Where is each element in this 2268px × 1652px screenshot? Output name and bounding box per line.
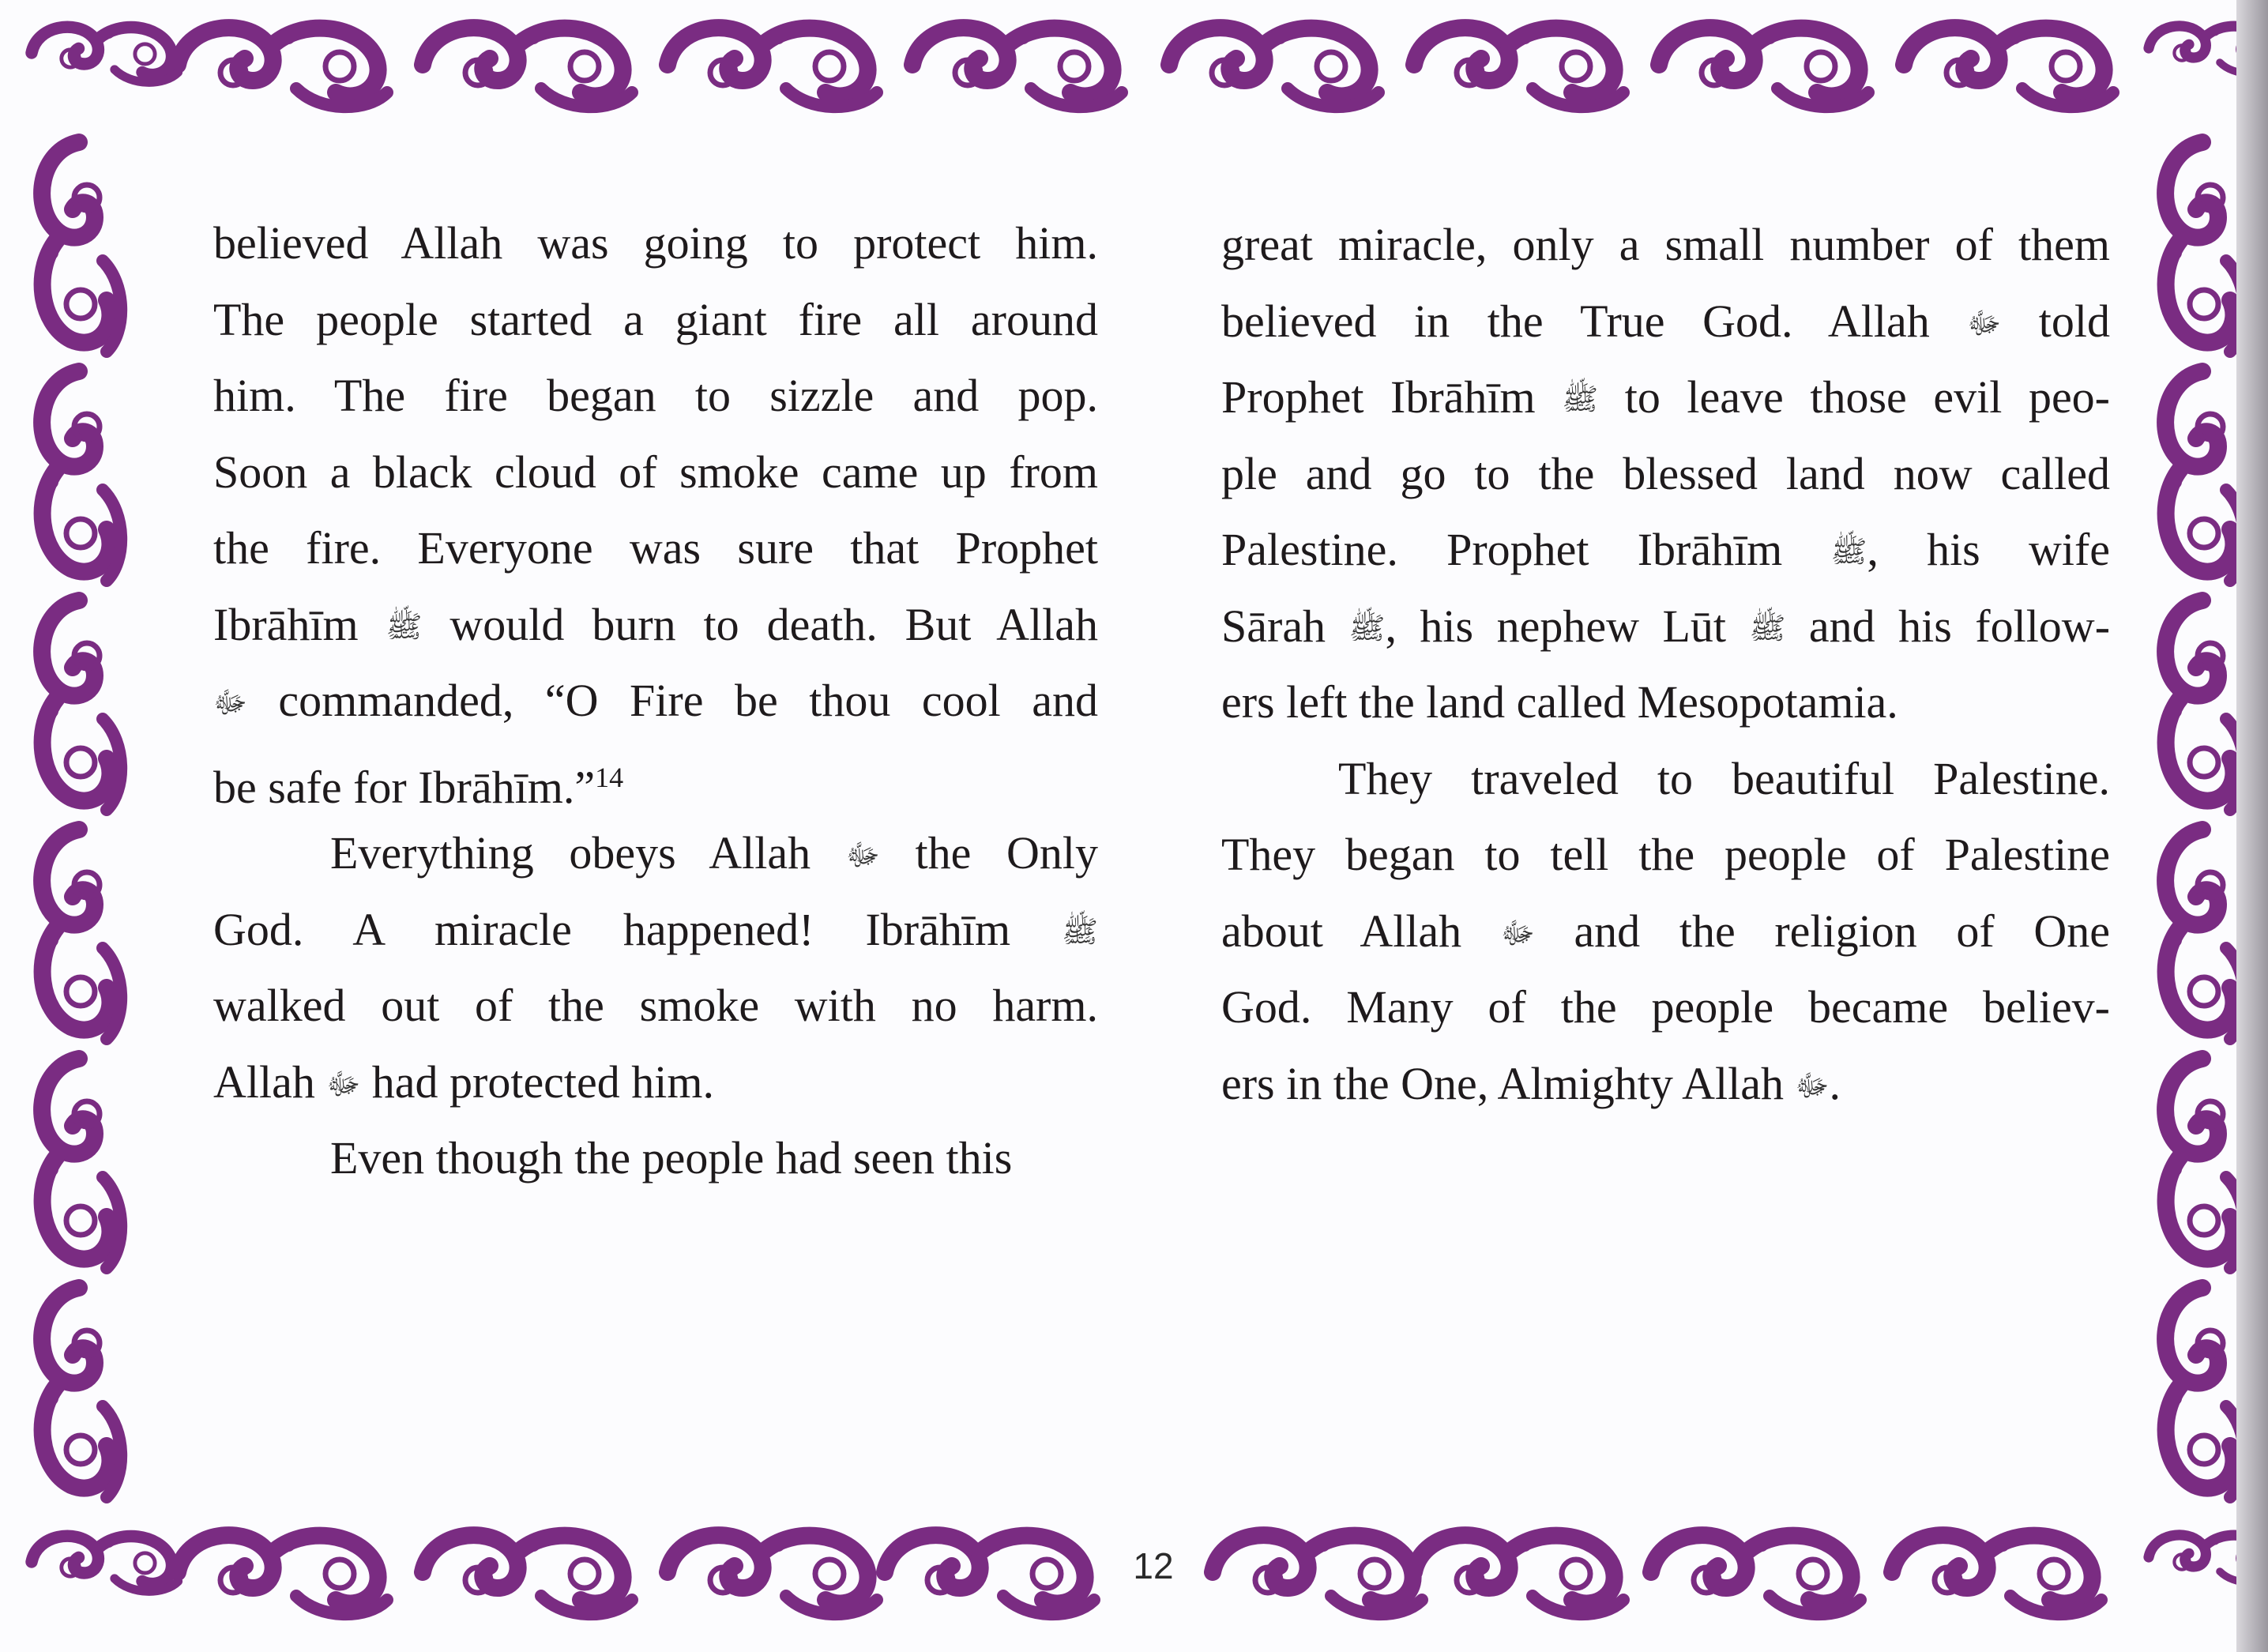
page-number: 12 <box>1133 1545 1174 1586</box>
text-line <box>1221 1046 2110 1123</box>
right-text-column <box>1221 207 2110 1122</box>
text-segment: and the religion of One <box>1574 905 2111 957</box>
left-text-column <box>213 205 1098 1197</box>
text-line: ers left the land called Mesopotamia. <box>1221 676 1898 728</box>
text-segment: , his wife <box>1867 524 2110 575</box>
text-line: Even though the people had seen this <box>330 1132 1013 1183</box>
text-line <box>1221 512 2110 589</box>
text-line <box>213 892 1098 969</box>
honorific-as-icon: ﷺ <box>1749 610 1786 645</box>
text-line <box>213 587 1098 664</box>
honorific-swt-icon: ﷻ <box>1795 1067 1830 1103</box>
honorific-swt-icon: ﷻ <box>845 837 880 872</box>
text-segment: the Only <box>915 827 1099 879</box>
text-line: believed Allah was going to protect him. <box>213 217 1098 269</box>
text-segment: had protected him. <box>371 1056 715 1108</box>
text-line <box>1221 359 2110 436</box>
honorific-swt-icon: ﷻ <box>1500 915 1535 950</box>
text-segment: about Allah <box>1221 905 1462 957</box>
text-line: The people started a giant fire all around <box>213 293 1098 345</box>
honorific-as-icon: ﷺ <box>1562 382 1599 416</box>
text-segment: Everything obeys Allah <box>330 827 811 879</box>
text-segment: and his follow- <box>1808 600 2111 652</box>
honorific-swt-icon: ﷻ <box>1967 305 2002 341</box>
honorific-as-icon: ﷺ <box>1348 610 1386 645</box>
text-segment: Sārah <box>1221 600 1326 652</box>
footnote-marker: 14 <box>595 761 624 793</box>
text-segment: Ibrāhīm <box>213 598 359 650</box>
text-segment: believed in the True God. Allah <box>1221 295 1930 347</box>
text-segment: commanded, “O Fire be thou cool and <box>278 675 1098 726</box>
text-line <box>1221 589 2110 665</box>
honorific-swt-icon: ﷻ <box>326 1066 361 1101</box>
honorific-swt-icon: ﷻ <box>213 685 247 720</box>
text-segment: told <box>2038 295 2111 347</box>
honorific-as-icon: ﷺ <box>386 608 423 644</box>
text-line: They began to tell the people of Palestine <box>1221 829 2110 880</box>
text-segment: Prophet Ibrāhīm <box>1221 371 1536 423</box>
text-segment: Allah <box>213 1056 315 1108</box>
text-line <box>213 739 1098 816</box>
text-line <box>213 815 1098 892</box>
text-line: great miracle, only a small number of them <box>1221 219 2110 270</box>
text-line <box>1221 894 2110 970</box>
text-line <box>213 1044 1098 1121</box>
text-segment: be safe for Ibrāhīm.” <box>213 761 596 813</box>
text-line <box>1221 284 2110 360</box>
text-line <box>213 663 1098 739</box>
text-line: him. The fire began to sizzle and pop. <box>213 370 1098 421</box>
page-binding-edge <box>2236 0 2268 1652</box>
text-segment: Palestine. Prophet Ibrāhīm <box>1221 524 1783 575</box>
text-line: God. Many of the people became believ- <box>1221 981 2110 1033</box>
text-segment: , his nephew Lūt <box>1385 600 1726 652</box>
text-segment: God. A miracle happened! Ibrāhīm <box>213 903 1011 955</box>
text-segment: to leave those evil peo- <box>1624 371 2111 423</box>
text-segment: . <box>1829 1057 1841 1109</box>
text-segment: would burn to death. But Allah <box>449 598 1099 650</box>
text-line: ple and go to the blessed land now called <box>1221 447 2110 499</box>
honorific-as-icon: ﷺ <box>1830 534 1867 569</box>
text-segment: ers in the One, Almighty Allah <box>1221 1057 1785 1109</box>
text-line: Soon a black cloud of smoke came up from <box>213 446 1098 498</box>
text-line: walked out of the smoke with no harm. <box>213 980 1098 1031</box>
text-line: They traveled to beautiful Palestine. <box>1338 752 2110 804</box>
honorific-as-icon: ﷺ <box>1062 913 1099 949</box>
text-line: the fire. Everyone was sure that Prophet <box>213 522 1098 574</box>
